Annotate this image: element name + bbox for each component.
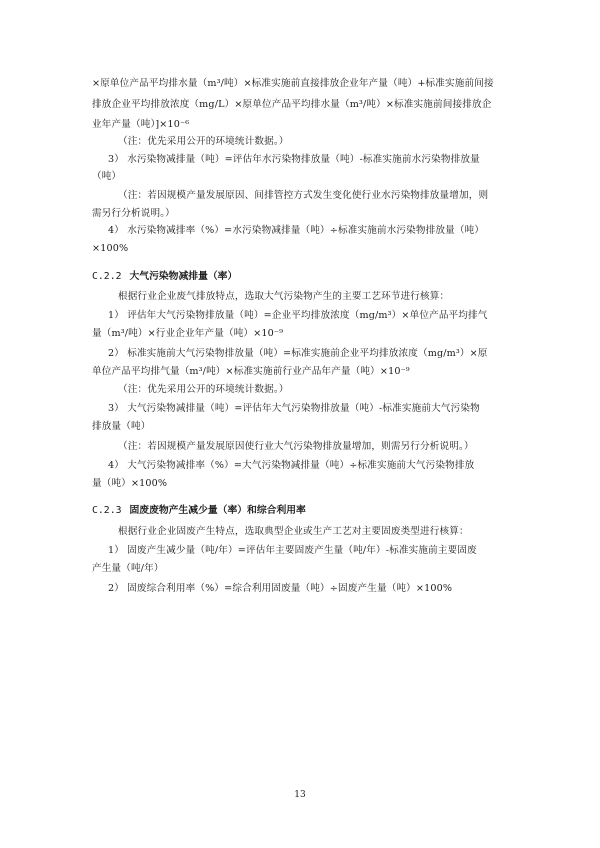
section-number: C.2.3 — [92, 505, 122, 516]
list-item-line: 1） 固废产生减少量（吨/年）=评估年主要固废产生量（吨/年）-标准实施前主要固废 — [108, 545, 477, 556]
section-heading-c22 — [92, 268, 237, 282]
paragraph-intro: 根据行业企业固废产生特点，选取典型企业或生产工艺对主要固废类型进行核算： — [118, 526, 469, 537]
list-item-line: 排放量（吨） — [92, 421, 151, 432]
section-number: C.2.2 — [92, 271, 122, 282]
list-item-line: 量（m³/吨）×行业企业年产量（吨）×10⁻⁹ — [92, 328, 284, 339]
section-heading-c23 — [92, 502, 306, 516]
list-item-line: 3） 大气污染物减排量（吨）=评估年大气污染物排放量（吨）-标准实施前大气污染物 — [108, 403, 480, 414]
section-title: 大气污染物减排量（率） — [129, 271, 238, 282]
note-line: 需另行分析说明。） — [92, 208, 175, 219]
list-item-line: 量（吨）×100% — [92, 478, 168, 489]
paragraph-intro: 根据行业企业废气排放特点，选取大气污染物产生的主要工艺环节进行核算： — [118, 291, 450, 302]
text-line: 排放企业平均排放浓度（mg/L）×原单位产品平均排水量（m³/吨）×标准实施前间接排放企 — [92, 99, 492, 110]
list-item-line: （吨） — [92, 171, 122, 182]
note-line: （注：若因规模产量发展原因、间排管控方式发生变化使行业水污染物排放量增加，则 — [118, 190, 489, 201]
list-item-line: 1） 评估年大气污染物排放量（吨）=企业平均排放浓度（mg/m³）×单位产品平均排气 — [108, 310, 488, 321]
page-number: 13 — [294, 790, 306, 800]
section-title: 固废废物产生减少量（率）和综合利用率 — [129, 505, 306, 516]
note-line: （注：优先采用公开的环境统计数据。） — [118, 136, 289, 147]
list-item-line: 2） 标准实施前大气污染物排放量（吨）=标准实施前企业平均排放浓度（mg/m³）×原 — [108, 348, 488, 359]
list-item-line: 3） 水污染物减排量（吨）=评估年水污染物排放量（吨）-标准实施前水污染物排放量 — [108, 154, 480, 165]
list-item-line: 4） 大气污染物减排率（%）=大气污染物减排量（吨）÷标准实施前大气污染物排放 — [108, 460, 475, 471]
note-line: （注：优先采用公开的环境统计数据。） — [118, 384, 289, 395]
note-line: （注：若因规模产量发展原因使行业大气污染物排放量增加，则需另行分析说明。） — [118, 441, 474, 452]
text-line: 业年产量（吨）]×10⁻⁶ — [92, 119, 190, 130]
list-item-line: 2） 固废综合利用率（%）=综合利用固废量（吨）÷固废产生量（吨）×100% — [108, 583, 453, 594]
list-item-line: 产生量（吨/年） — [92, 563, 164, 574]
list-item-line: ×100% — [92, 243, 129, 254]
text-line: ×原单位产品平均排水量（m³/吨）×标准实施前直接排放企业年产量（吨）+标准实施前间接 — [92, 78, 494, 89]
list-item-line: 单位产品平均排气量（m³/吨）×标准实施前行业产品年产量（吨）×10⁻⁹ — [92, 366, 410, 377]
list-item-line: 4） 水污染物减排率（%）=水污染物减排量（吨）÷标准实施前水污染物排放量（吨） — [108, 225, 485, 236]
